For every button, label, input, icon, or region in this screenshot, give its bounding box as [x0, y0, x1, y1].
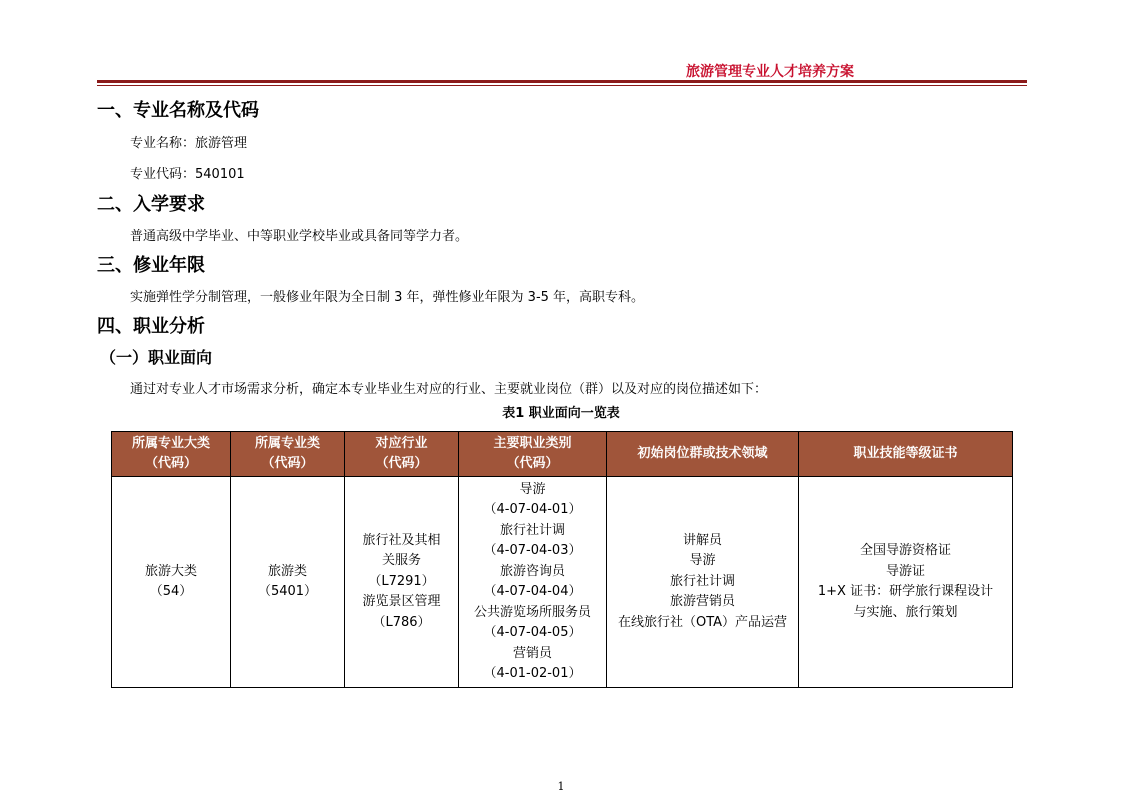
- occupation-intro-text: 通过对专业人才市场需求分析，确定本专业毕业生对应的行业、主要就业岗位（群）以及对应的岗位描述如下：: [130, 382, 768, 397]
- occupation-table: [111, 431, 1013, 688]
- header-major-class: 所属专业类 （代码）: [231, 432, 345, 477]
- section-heading-3: 三、修业年限: [97, 255, 205, 276]
- major-code-line: 专业代码：540101: [130, 167, 245, 182]
- header-rule-thick: [97, 80, 1027, 83]
- admission-requirement-text: 普通高级中学毕业、中等职业学校毕业或具备同等学力者。: [130, 229, 469, 244]
- cell-initial-positions: 讲解员 导游 旅行社计调 旅游营销员 在线旅行社（OTA）产品运营: [607, 477, 799, 688]
- page-number: 1: [557, 780, 565, 793]
- table-header-row: [112, 432, 1013, 477]
- header-initial-positions: 初始岗位群或技术领域: [607, 432, 799, 477]
- major-name-line: 专业名称：旅游管理: [130, 136, 248, 151]
- subsection-heading-occupation: （一）职业面向: [100, 348, 213, 367]
- header-rule-thin: [97, 85, 1027, 86]
- header-industry: 对应行业 （代码）: [345, 432, 459, 477]
- section-heading-1: 一、专业名称及代码: [97, 100, 259, 121]
- header-skill-certificates: 职业技能等级证书: [799, 432, 1013, 477]
- cell-major-category: 旅游大类 （54）: [112, 477, 231, 688]
- section-heading-2: 二、入学要求: [97, 194, 205, 215]
- table-caption: 表1 职业面向一览表: [502, 406, 620, 421]
- running-header-title: 旅游管理专业人才培养方案: [686, 64, 854, 80]
- cell-occupation-category: 导游 （4-07-04-01） 旅行社计调 （4-07-04-03） 旅游咨询员 （4-07-04-04） 公共游览场所服务员 （4-07-04-05） 营销员 （4-01-02-01）: [459, 477, 607, 688]
- cell-industry: 旅行社及其相 关服务 （L7291） 游览景区管理 （L786）: [345, 477, 459, 688]
- table-row: [112, 477, 1013, 688]
- study-duration-text: 实施弹性学分制管理，一般修业年限为全日制 3 年，弹性修业年限为 3-5 年，高职专科。: [130, 290, 645, 305]
- header-occupation-category: 主要职业类别 （代码）: [459, 432, 607, 477]
- cell-major-class: 旅游类 （5401）: [231, 477, 345, 688]
- cell-skill-certificates: 全国导游资格证 导游证 1+X 证书：研学旅行课程设计 与实施、旅行策划: [799, 477, 1013, 688]
- section-heading-4: 四、职业分析: [97, 316, 205, 337]
- header-major-category: 所属专业大类 （代码）: [112, 432, 231, 477]
